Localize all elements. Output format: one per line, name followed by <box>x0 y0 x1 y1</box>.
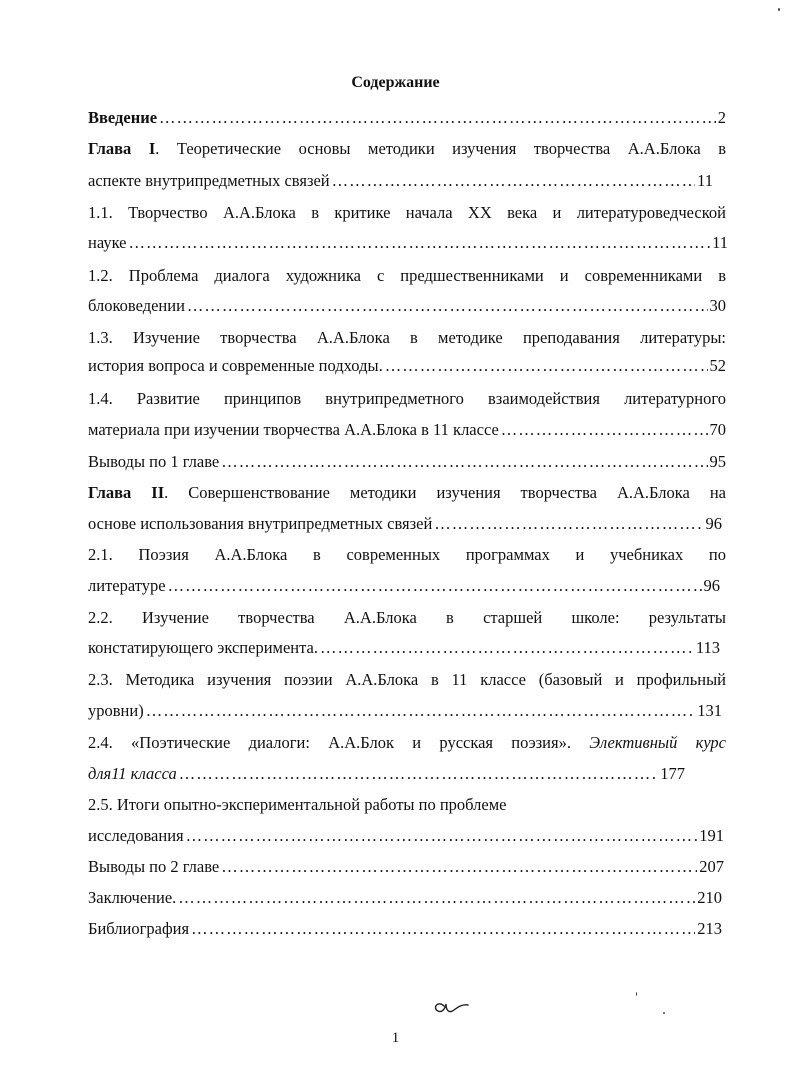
scan-speck <box>663 1012 665 1014</box>
toc-entry-2-1-line1[interactable]: 2.1. Поэзия А.А.Блока в современных программах и учебниках по <box>88 545 726 564</box>
toc-entry-conclusion[interactable]: Заключение. ………………………………………………………………………………………………………………………………………………………… 210 <box>88 888 722 908</box>
toc-page-number: 95 <box>709 452 726 471</box>
scan-speck <box>636 992 637 996</box>
toc-entry-1-4-line2[interactable]: материала при изучении творчества А.А.Блока в 11 классе ………………………………………………………………………………………………………………………………………………………… 70 <box>88 420 726 440</box>
toc-entry-2-3-line2[interactable]: уровни) ………………………………………………………………………………………………………………………………………………………… 131 <box>88 701 722 721</box>
toc-entry-2-4-line2[interactable]: для11 класса ………………………………………………………………………………………………………………………………………………………… 177 <box>88 764 685 784</box>
page-number: 1 <box>391 1030 400 1046</box>
toc-entry-2-4-line1[interactable]: 2.4. «Поэтические диалоги: А.А.Блок и русская поэзия». Элективный курс <box>88 733 726 752</box>
toc-page-number: 113 <box>695 638 720 657</box>
toc-page-number: 30 <box>709 296 726 315</box>
page-title: Содержание <box>351 74 440 91</box>
chapter-label: Глава I <box>88 139 156 158</box>
toc-entry-1-3-line2[interactable]: история вопроса и современные подходы. ………………………………………………………………………………………………………………………………………………………… 52 <box>88 356 726 376</box>
elective-course-label: Элективный курс <box>589 733 726 752</box>
toc-page-number: 210 <box>697 888 722 907</box>
toc-entry-1-1-line2[interactable]: науке ………………………………………………………………………………………………………………………………………………………… 11 <box>88 233 728 253</box>
toc-entry-2-3-line1[interactable]: 2.3. Методика изучения поэзии А.А.Блока в 11 классе (базовый и профильный <box>88 670 726 689</box>
toc-page-number: 96 <box>705 514 722 533</box>
toc-page-number: 191 <box>699 826 724 845</box>
toc-entry-1-3-line1[interactable]: 1.3. Изучение творчества А.А.Блока в методике преподавания литературы: <box>88 328 726 347</box>
handwritten-mark-icon <box>430 992 472 1016</box>
toc-page-number: 207 <box>699 857 724 876</box>
toc-entry-1-4-line1[interactable]: 1.4. Развитие принципов внутрипредметного взаимодействия литературного <box>88 389 726 408</box>
scan-speck <box>778 8 780 11</box>
toc-page-number: 177 <box>660 764 685 783</box>
toc-entry-2-5-line2[interactable]: исследования ………………………………………………………………………………………………………………………………………………………… 191 <box>88 826 724 846</box>
toc-page-number: 131 <box>697 701 722 720</box>
toc-page-number: 70 <box>709 420 726 439</box>
toc-entry-chapter-1-line1[interactable]: Глава I. Теоретические основы методики изучения творчества А.А.Блока в <box>88 139 726 158</box>
toc-entry-1-2-line1[interactable]: 1.2. Проблема диалога художника с предшественниками и современниками в <box>88 266 726 285</box>
toc-entry-2-2-line1[interactable]: 2.2. Изучение творчества А.А.Блока в старшей школе: результаты <box>88 608 726 627</box>
toc-page-number: 52 <box>709 356 726 375</box>
toc-page-number: 2 <box>717 108 726 127</box>
chapter-label: Глава II <box>88 483 165 502</box>
toc-entry-2-5-line1[interactable]: 2.5. Итоги опытно-экспериментальной работы по проблеме <box>88 795 507 814</box>
toc-entry-2-1-line2[interactable]: литературе ………………………………………………………………………………………………………………………………………………………… 96 <box>88 576 720 596</box>
toc-entry-conclusions-1[interactable]: Выводы по 1 главе ………………………………………………………………………………………………………………………………………………………… 95 <box>88 452 726 472</box>
toc-page-number: 11 <box>697 171 713 190</box>
toc-entry-1-2-line2[interactable]: блоковедении ………………………………………………………………………………………………………………………………………………………… 30 <box>88 296 726 316</box>
toc-page-number: 213 <box>697 919 722 938</box>
toc-entry-chapter-2-line1[interactable]: Глава II. Совершенствование методики изучения творчества А.А.Блока на <box>88 483 726 502</box>
toc-page-number: 96 <box>703 576 720 595</box>
toc-entry-2-2-line2[interactable]: констатирующего эксперимента. ………………………………………………………………………………………………………………………………………………………… 113 <box>88 638 720 658</box>
toc-entry-1-1-line1[interactable]: 1.1. Творчество А.А.Блока в критике начала XX века и литературоведческой <box>88 203 726 222</box>
toc-entry-introduction[interactable]: Введение ………………………………………………………………………………………………………………………………………………………… 2 <box>88 108 726 128</box>
toc-entry-chapter-2-line2[interactable]: основе использования внутрипредметных связей ………………………………………………………………………………………………………………………………………………………… 96 <box>88 514 722 534</box>
toc-page-number: 11 <box>712 233 728 252</box>
toc-entry-chapter-1-line2[interactable]: аспекте внутрипредметных связей ………………………………………………………………………………………………………………………………………………………… 11 <box>88 171 713 191</box>
toc-entry-conclusions-2[interactable]: Выводы по 2 главе ………………………………………………………………………………………………………………………………………………………… 207 <box>88 857 724 877</box>
toc-entry-bibliography[interactable]: Библиография ………………………………………………………………………………………………………………………………………………………… 213 <box>88 919 722 939</box>
